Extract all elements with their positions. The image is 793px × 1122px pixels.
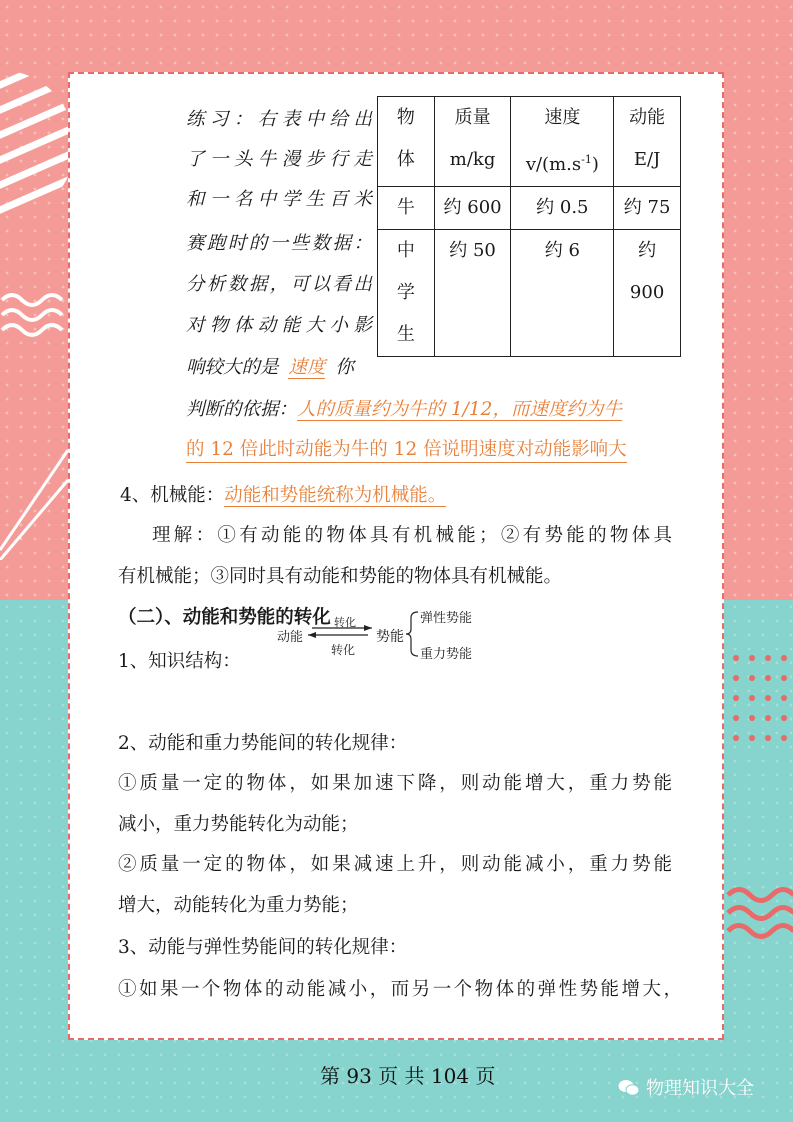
- exercise-line-1: 练习：右表中给出: [186, 109, 372, 130]
- rule3-title: 3、动能与弹性势能间的转化规律：: [118, 937, 408, 958]
- cell-student-object: 中 学 生: [378, 230, 435, 357]
- basis-answer-2: 的 12 倍此时动能为牛的 12 倍说明速度对动能影响大: [186, 438, 627, 463]
- diagram-arrow-bottom-label: 转化: [331, 643, 356, 657]
- watermark: [618, 1074, 754, 1100]
- page-number: 第 93 页 共 104 页: [320, 1064, 496, 1088]
- table-row: [378, 230, 681, 357]
- exercise-answer-speed: 速度: [288, 357, 326, 378]
- data-table: [377, 96, 681, 357]
- cell-cow-object: 牛: [378, 187, 435, 230]
- diagram-gravity-potential: 重力势能: [420, 647, 473, 662]
- mechanical-line: [120, 484, 446, 508]
- decor-wave-right: [724, 880, 793, 950]
- basis-line-1: [186, 398, 622, 422]
- cell-student-mass: 约 50: [434, 230, 511, 357]
- cell-cow-mass: 约 600: [434, 187, 511, 230]
- diagram-elastic-potential: 弹性势能: [420, 611, 473, 626]
- diagram-double-arrow: [306, 623, 374, 641]
- exercise-line-4: 赛跑时的一些数据：: [186, 233, 372, 254]
- exercise-line-7: [186, 356, 354, 380]
- section-title: （二）、动能和势能的转化: [118, 607, 331, 628]
- watermark-text: 物理知识大全: [646, 1078, 754, 1099]
- diagram-kinetic-label: 动能: [277, 630, 304, 645]
- exercise-line-7-prefix: 响较大的是: [186, 357, 279, 378]
- table-header-row: [378, 97, 681, 187]
- header-energy: 动能 E/J: [614, 97, 681, 187]
- exercise-line-5: 分析数据，可以看出: [186, 274, 372, 295]
- rule2-a-line-2: 减小，重力势能转化为动能；: [118, 814, 359, 835]
- decor-diagonal-lines: [0, 440, 68, 560]
- cell-cow-energy: 约 75: [614, 187, 681, 230]
- decor-dot-grid: [728, 650, 788, 770]
- mechanical-answer: 动能和势能统称为机械能。: [224, 485, 447, 506]
- mechanical-label: 4、机械能：: [120, 485, 225, 506]
- cell-cow-speed: 约 0.5: [511, 187, 614, 230]
- decor-striped-circle: [0, 55, 70, 235]
- cell-student-energy: 约 900: [614, 230, 681, 357]
- exercise-line-3: 和一名中学生百米: [186, 189, 372, 210]
- understand-line-1: 理解：①有动能的物体具有机械能；②有势能的物体具: [152, 525, 672, 546]
- knowledge-structure-label: 1、知识结构：: [118, 651, 241, 672]
- basis-label: 判断的依据：: [186, 399, 298, 420]
- exercise-line-2: 了一头牛漫步行走: [186, 149, 372, 170]
- rule2-b-line-1: ②质量一定的物体，如果减速上升，则动能减小，重力势能: [118, 854, 672, 875]
- rule2-title: 2、动能和重力势能间的转化规律：: [118, 733, 408, 754]
- header-object: 物 体: [378, 97, 435, 187]
- exercise-line-7-suffix: 你: [335, 357, 354, 378]
- exercise-line-6: 对物体动能大小影: [186, 315, 372, 336]
- decor-wave-left: [0, 285, 70, 345]
- diagram-brace: [404, 610, 420, 658]
- wechat-icon: [618, 1079, 640, 1097]
- diagram-arrow-top-label: 转化: [334, 616, 356, 629]
- cell-student-speed: 约 6: [511, 230, 614, 357]
- rule2-b-line-2: 增大，动能转化为重力势能；: [118, 895, 359, 916]
- rule2-a-line-1: ①质量一定的物体，如果加速下降，则动能增大，重力势能: [118, 773, 672, 794]
- header-speed: 速度 $v/(m.s^{-1})$: [511, 97, 614, 187]
- basis-answer-1: 人的质量约为牛的 1/12，而速度约为牛: [297, 399, 622, 420]
- header-mass: 质量 m/kg: [434, 97, 511, 187]
- diagram-potential-label: 势能: [376, 629, 404, 645]
- rule3-a-line-1: ①如果一个物体的动能减小，而另一个物体的弹性势能增大，: [118, 979, 682, 1000]
- table-row: [378, 187, 681, 230]
- understand-line-2: 有机械能；③同时具有动能和势能的物体具有机械能。: [118, 566, 563, 587]
